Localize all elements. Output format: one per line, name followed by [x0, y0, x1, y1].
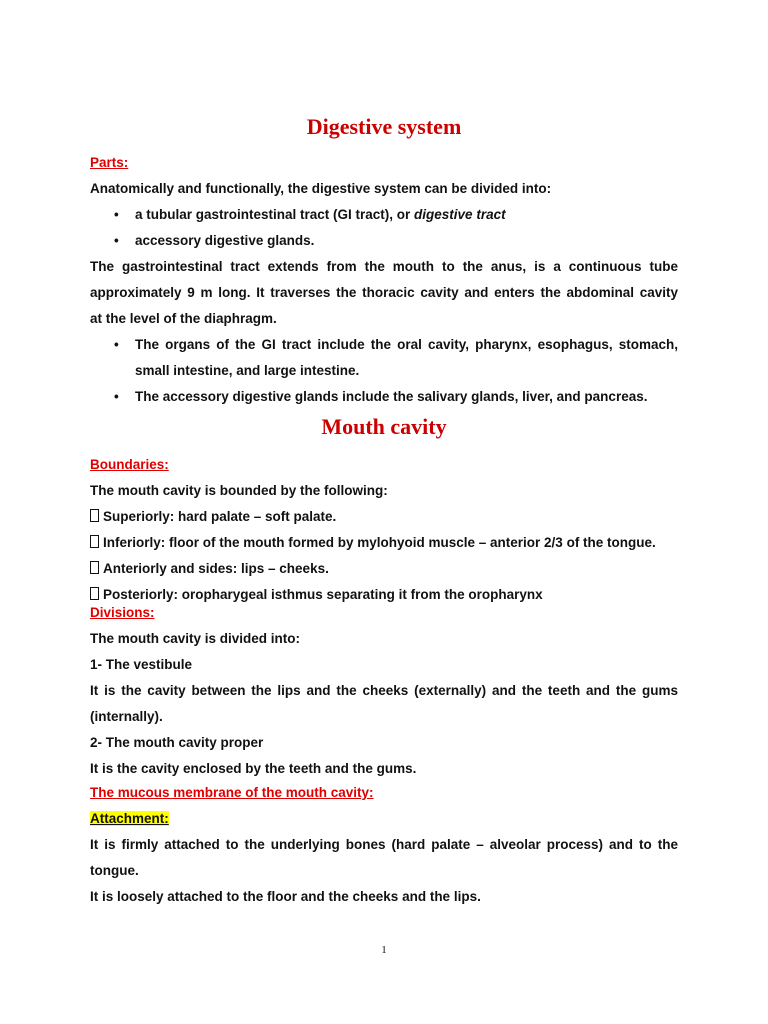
bullet-marker: • — [114, 207, 119, 222]
proper-text: It is the cavity enclosed by the teeth and the gums. — [90, 761, 417, 776]
parts-intro: Anatomically and functionally, the digestive system can be divided into: — [90, 181, 552, 196]
vestibule-heading: 1- The vestibule — [90, 657, 193, 672]
attachment-line: It is loosely attached to the floor and the cheeks and the lips. — [90, 889, 481, 904]
bullet-marker: • — [114, 389, 119, 404]
attachment-line: tongue. — [90, 863, 139, 878]
organs-bullet-line: The organs of the GI tract include the oral cavity, pharynx, esophagus, stomach, — [135, 337, 678, 352]
organs-bullet-line: small intestine, and large intestine. — [135, 363, 360, 378]
missing-glyph-icon — [90, 535, 99, 548]
vestibule-line: (internally). — [90, 709, 163, 724]
paragraph-line: The gastrointestinal tract extends from the mouth to the anus, is a continuous tube — [90, 259, 678, 274]
missing-glyph-icon — [90, 561, 99, 574]
attachment-heading-row — [90, 806, 678, 832]
page-number: 1 — [381, 944, 387, 956]
boundaries-intro: The mouth cavity is bounded by the following: — [90, 483, 388, 498]
missing-glyph-icon — [90, 587, 99, 600]
attachment-heading: Attachment: — [90, 811, 169, 826]
bullet-marker: • — [114, 233, 119, 248]
boundary-item: Superiorly: hard palate – soft palate. — [90, 504, 678, 530]
boundary-item: Anteriorly and sides: lips – cheeks. — [90, 556, 678, 582]
boundary-item: Posteriorly: oropharygeal isthmus separating it from the oropharynx — [90, 582, 678, 608]
section-title: Mouth cavity — [321, 414, 447, 439]
divisions-heading: Divisions: — [90, 605, 155, 620]
vestibule-line: It is the cavity between the lips and the cheeks (externally) and the teeth and the gums — [90, 683, 678, 698]
divisions-intro: The mouth cavity is divided into: — [90, 631, 301, 646]
paragraph-line: at the level of the diaphragm. — [90, 311, 277, 326]
proper-heading: 2- The mouth cavity proper — [90, 735, 264, 750]
boundaries-heading: Boundaries: — [90, 457, 169, 472]
bullet-marker: • — [114, 337, 119, 352]
boundary-item: Inferiorly: floor of the mouth formed by mylohyoid muscle – anterior 2/3 of the tongue. — [90, 530, 678, 556]
bullet-text: a tubular gastrointestinal tract (GI tract), or — [135, 207, 415, 222]
parts-bullet-1 — [135, 202, 678, 228]
attachment-line: It is firmly attached to the underlying bones (hard palate – alveolar process) and to the — [90, 837, 678, 852]
parts-heading: Parts: — [90, 155, 129, 170]
parts-bullet-2: accessory digestive glands. — [135, 233, 315, 248]
glands-bullet: The accessory digestive glands include the salivary glands, liver, and pancreas. — [135, 389, 648, 404]
page-title: Digestive system — [306, 114, 462, 139]
missing-glyph-icon — [90, 509, 99, 522]
bullet-italic-text: digestive tract — [414, 207, 506, 222]
paragraph-line: approximately 9 m long. It traverses the thoracic cavity and enters the abdominal cavity — [90, 285, 678, 300]
mucous-heading: The mucous membrane of the mouth cavity: — [90, 785, 374, 800]
